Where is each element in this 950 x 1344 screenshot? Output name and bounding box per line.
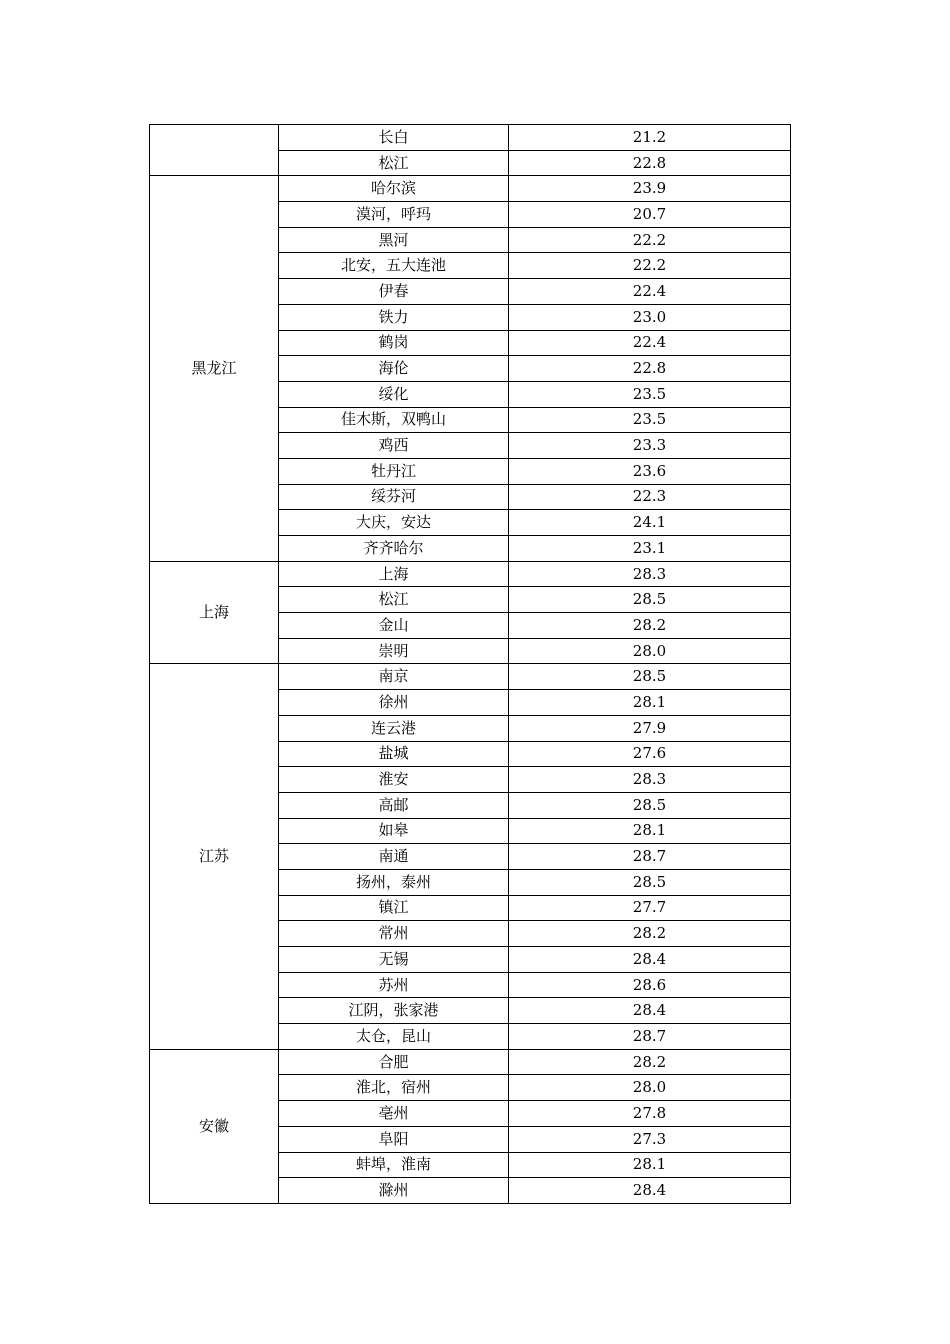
station-cell: 上海 [279,561,509,587]
station-cell: 哈尔滨 [279,176,509,202]
station-cell: 合肥 [279,1049,509,1075]
value-cell: 23.5 [509,407,791,433]
station-cell: 亳州 [279,1101,509,1127]
station-cell: 南京 [279,664,509,690]
table-body [150,125,791,1204]
station-cell: 连云港 [279,715,509,741]
province-cell: 黑龙江 [150,176,279,561]
station-cell: 金山 [279,613,509,639]
value-cell: 28.2 [509,1049,791,1075]
station-cell: 常州 [279,921,509,947]
station-cell: 齐齐哈尔 [279,536,509,562]
value-cell: 28.7 [509,844,791,870]
table-row [150,561,791,587]
station-cell: 江阴，张家港 [279,998,509,1024]
value-cell: 28.2 [509,921,791,947]
station-cell: 松江 [279,150,509,176]
station-cell: 高邮 [279,792,509,818]
station-cell: 淮北，宿州 [279,1075,509,1101]
value-cell: 28.2 [509,613,791,639]
value-cell: 22.4 [509,330,791,356]
province-cell: 江苏 [150,664,279,1049]
value-cell: 22.4 [509,279,791,305]
station-cell: 松江 [279,587,509,613]
station-cell: 阜阳 [279,1126,509,1152]
province-cell [150,125,279,176]
value-cell: 21.2 [509,125,791,151]
station-cell: 太仓，昆山 [279,1024,509,1050]
station-cell: 滁州 [279,1178,509,1204]
station-cell: 佳木斯，双鸭山 [279,407,509,433]
station-cell: 扬州，泰州 [279,869,509,895]
value-cell: 27.3 [509,1126,791,1152]
province-cell: 上海 [150,561,279,664]
station-cell: 蚌埠，淮南 [279,1152,509,1178]
value-cell: 28.5 [509,792,791,818]
value-cell: 28.1 [509,1152,791,1178]
value-cell: 22.2 [509,227,791,253]
station-cell: 镇江 [279,895,509,921]
value-cell: 28.4 [509,1178,791,1204]
station-cell: 崇明 [279,638,509,664]
value-cell: 28.4 [509,998,791,1024]
station-cell: 鹤岗 [279,330,509,356]
station-cell: 盐城 [279,741,509,767]
value-cell: 20.7 [509,202,791,228]
value-cell: 23.1 [509,536,791,562]
station-cell: 长白 [279,125,509,151]
value-cell: 27.9 [509,715,791,741]
province-cell: 安徽 [150,1049,279,1203]
value-cell: 24.1 [509,510,791,536]
value-cell: 28.6 [509,972,791,998]
value-cell: 23.0 [509,304,791,330]
station-cell: 淮安 [279,767,509,793]
value-cell: 28.3 [509,561,791,587]
table-row [150,176,791,202]
station-cell: 苏州 [279,972,509,998]
station-cell: 无锡 [279,947,509,973]
value-cell: 27.7 [509,895,791,921]
value-cell: 28.5 [509,664,791,690]
value-cell: 28.0 [509,1075,791,1101]
value-cell: 28.5 [509,869,791,895]
value-cell: 22.8 [509,150,791,176]
value-cell: 28.1 [509,690,791,716]
temperature-table [149,124,791,1204]
station-cell: 牡丹江 [279,458,509,484]
station-cell: 伊春 [279,279,509,305]
station-cell: 南通 [279,844,509,870]
station-cell: 铁力 [279,304,509,330]
value-cell: 22.2 [509,253,791,279]
station-cell: 海伦 [279,356,509,382]
value-cell: 23.5 [509,381,791,407]
station-cell: 北安，五大连池 [279,253,509,279]
value-cell: 27.6 [509,741,791,767]
value-cell: 22.3 [509,484,791,510]
station-cell: 绥芬河 [279,484,509,510]
table-row [150,125,791,151]
value-cell: 27.8 [509,1101,791,1127]
table-row [150,1049,791,1075]
table-row [150,664,791,690]
value-cell: 23.3 [509,433,791,459]
value-cell: 22.8 [509,356,791,382]
value-cell: 23.9 [509,176,791,202]
value-cell: 28.3 [509,767,791,793]
station-cell: 黑河 [279,227,509,253]
value-cell: 28.7 [509,1024,791,1050]
value-cell: 28.1 [509,818,791,844]
station-cell: 大庆，安达 [279,510,509,536]
value-cell: 28.0 [509,638,791,664]
station-cell: 徐州 [279,690,509,716]
station-cell: 鸡西 [279,433,509,459]
value-cell: 23.6 [509,458,791,484]
station-cell: 漠河，呼玛 [279,202,509,228]
station-cell: 绥化 [279,381,509,407]
value-cell: 28.5 [509,587,791,613]
value-cell: 28.4 [509,947,791,973]
station-cell: 如皋 [279,818,509,844]
